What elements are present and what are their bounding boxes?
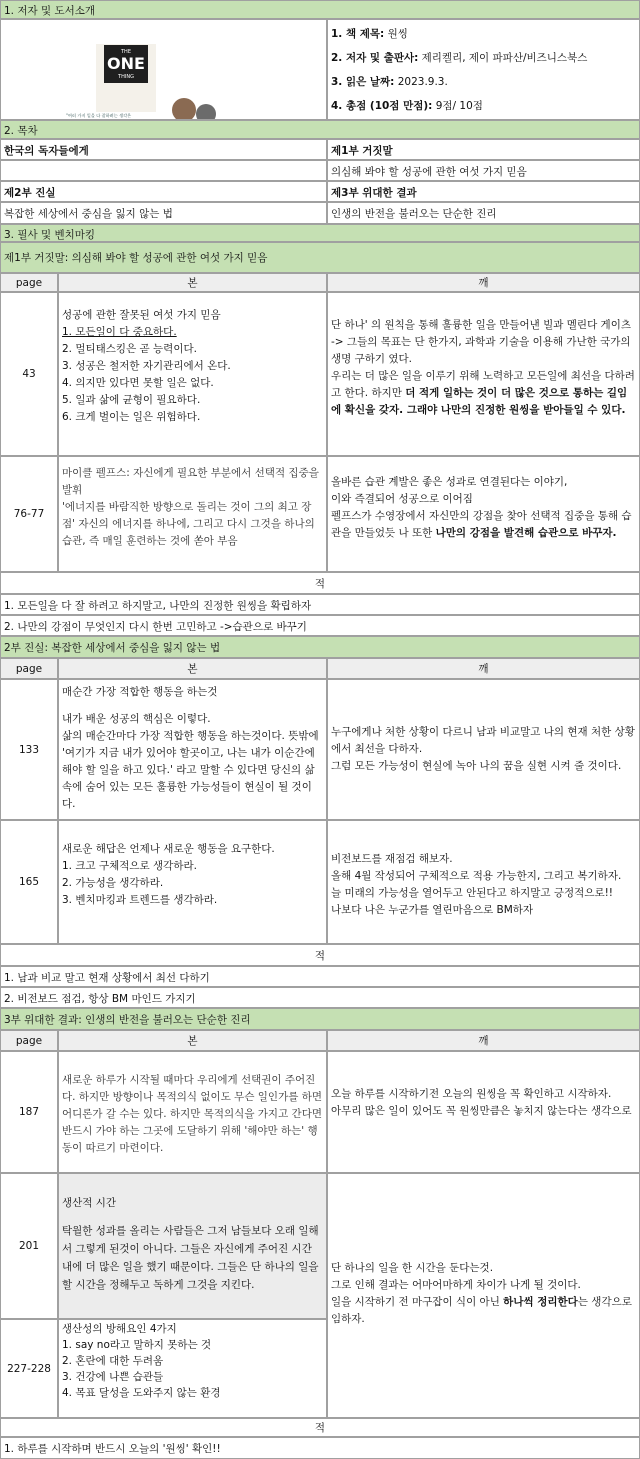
part1-header xyxy=(0,242,640,273)
jeok-header-3: 적 xyxy=(0,1418,640,1437)
book-info-cell xyxy=(327,19,640,120)
author-photo-left xyxy=(172,98,196,119)
note-43-kkae: 단 하나' 의 원칙을 통해 훌륭한 일을 만들어낸 빌과 멜린다 게이츠 -> 그들의 목표는 단 한가지, 과학과 기술을 이용해 가난한 국가의 생명 구하기 였다. 우리는 더 많은 일을 이루기 위해 노력하고 모든일에 최선을 다하려고 한다. 하지만 더 적게 일하는 것이 더 많은 것으로 통하는 길임에 확신을 갖자. 그래야 나만의 진정한 원씽을 받아들일 수 있다. xyxy=(327,292,640,456)
note-76-kkae: 올바른 습관 계발은 좋은 성과로 연결된다는 이야기, 이와 즉결되어 성공으로 이어짐 펠프스가 수영장에서 자신만의 강점을 찾아 선택적 집중을 통해 습관을 만들었듯 나 또한 나만의 강점을 발견해 습관으로 바꾸자. xyxy=(327,456,640,572)
section-2-title: 2. 목차 xyxy=(4,125,38,137)
jeok3-item-1: 1. 하루를 시작하며 반드시 오늘의 '원씽' 확인!! xyxy=(0,1437,640,1459)
cover-word-the: THE xyxy=(121,49,131,55)
cover-word-one: ONE xyxy=(107,54,145,73)
col-header-page: page xyxy=(0,273,58,292)
toc-part3: 제3부 위대한 결과 xyxy=(327,181,640,202)
note-201-kkae: 단 하나의 일을 한 시간을 둔다는것. 그로 인해 결과는 어마어마하게 차이가 나게 될 것이다. 일을 시작하기 전 마구잡이 식이 아닌 하나씩 정리한다는 생각으로 임하자. xyxy=(327,1173,640,1418)
page-43: 43 xyxy=(0,292,58,456)
part2-title: 2부 진실: 복잡한 세상에서 중심을 잃지 않는 법 xyxy=(4,642,221,654)
toc-intro: 한국의 독자들에게 xyxy=(0,139,327,160)
page-133: 133 xyxy=(0,679,58,820)
score-line: 4. 총점 (10점 만점): 9점/ 10점 xyxy=(331,100,483,112)
note-227-bon: 생산성의 방해요인 4가지 1. say no라고 말하지 못하는 것 2. 혼란에 대한 두려움 3. 건강에 나쁜 습관들 4. 목표 달성을 도와주지 않는 환경 xyxy=(58,1319,327,1418)
note-187-bon: 새로운 하루가 시작될 때마다 우리에게 선택권이 주어진다. 하지만 방향이나 목적의식 없이도 무슨 일인가를 하면 어디론가 갈 수는 있다. 하지만 목적의식을 가지고 간다면 반드시 가야 하는 그곳에 도달하기 위해 '해야만 하는' 행동이 따르기 마련이다. xyxy=(58,1051,327,1173)
page-201: 201 xyxy=(0,1173,58,1319)
col-header-kkae: 깨 xyxy=(327,273,640,292)
jeok1-item-2: 2. 나만의 강점이 무엇인지 다시 한번 고민하고 ->습관으로 바꾸기 xyxy=(0,615,640,636)
part1-title: 제1부 거짓말: 의심해 봐야 할 성공에 관한 여섯 가지 믿음 xyxy=(4,252,268,264)
col-header-kkae-3: 깨 xyxy=(327,1030,640,1051)
section-1-title: 1. 저자 및 도서소개 xyxy=(4,5,96,17)
note-165-bon: 새로운 해답은 언제나 새로운 행동을 요구한다. 1. 크고 구체적으로 생각하라. 2. 가능성을 생각하라. 3. 벤치마킹과 트렌드를 생각하라. xyxy=(58,820,327,944)
note-133-bon: 매순간 가장 적합한 행동을 하는것 내가 배운 성공의 핵심은 이렇다. 삶의 매순간마다 가장 적합한 행동을 하는것이다. 뜻밖에 '여기가 지금 내가 있어야 할곳이고, 나는 내가 이순간에 해야 할 일을 하고 있다.' 라고 말할 수 있다면 당신의 삶속에 숨어 있는 모든 훌륭한 가능성들이 현실이 될 것이다. xyxy=(58,679,327,820)
jeok-header-1: 적 xyxy=(0,572,640,594)
page-227-228: 227-228 xyxy=(0,1319,58,1418)
cover-word-thing: THING xyxy=(118,74,134,80)
section-3-title: 3. 필사 및 벤치마킹 xyxy=(4,229,96,241)
toc-part1-subtitle: 의심해 봐야 할 성공에 관한 여섯 가지 믿음 xyxy=(327,160,640,181)
col-header-bon: 본 xyxy=(58,273,327,292)
col-header-kkae-2: 깨 xyxy=(327,658,640,679)
toc-part1: 제1부 거짓말 xyxy=(327,139,640,160)
jeok1-item-1: 1. 모든일을 다 잘 하려고 하지말고, 나만의 진정한 원씽을 확립하자 xyxy=(0,594,640,615)
toc-part2: 제2부 진실 xyxy=(0,181,327,202)
book-author-line: 2. 저자 및 출판사: 제리켈리, 제이 파파산/비즈니스북스 xyxy=(331,52,588,64)
col-header-page-2: page xyxy=(0,658,58,679)
book-title-line: 1. 책 제목: 원씽 xyxy=(331,28,408,40)
jeok-header-2: 적 xyxy=(0,944,640,966)
toc-empty-cell xyxy=(0,160,327,181)
cover-quote: "여러 가지 일을 다 잘하려는 생각은 xyxy=(66,113,132,118)
book-cover-image xyxy=(1,20,326,119)
page-165: 165 xyxy=(0,820,58,944)
col-header-bon-3: 본 xyxy=(58,1030,327,1051)
jeok2-item-1: 1. 남과 비교 말고 현재 상황에서 최선 다하기 xyxy=(0,966,640,987)
page-76-77: 76-77 xyxy=(0,456,58,572)
read-date-line: 3. 읽은 날짜: 2023.9.3. xyxy=(331,76,448,88)
part3-header xyxy=(0,1008,640,1030)
note-76-bon: 마이클 펠프스: 자신에게 필요한 부분에서 선택적 집중을 발휘 '에너지를 바람직한 방향으로 돌리는 것이 그의 최고 장점' 자신의 에너지를 하나에, 그리고 다시 그것을 하나의 습관, 즉 매일 훈련하는 것에 쏟아 부음 xyxy=(58,456,327,572)
author-photo-right xyxy=(196,104,216,119)
part2-header xyxy=(0,636,640,658)
book-cover-cell xyxy=(0,19,327,120)
section-1-header xyxy=(0,0,640,19)
page-187: 187 xyxy=(0,1051,58,1173)
note-43-bon: 성공에 관한 잘못된 여섯 가지 믿음 1. 모든일이 다 중요하다. 2. 멀티태스킹은 곧 능력이다. 3. 성공은 철저한 자기관리에서 온다. 4. 의지만 있다면 못할 일은 없다. 5. 일과 삶에 균형이 필요하다. 6. 크게 벌이는 일은 위험하다. xyxy=(58,292,327,456)
toc-part3-subtitle: 인생의 반전을 불러오는 단순한 진리 xyxy=(327,202,640,224)
section-2-header xyxy=(0,120,640,139)
note-165-kkae: 비전보드를 재점검 해보자. 올해 4월 작성되어 구체적으로 적용 가능한지, 그리고 복기하자. 늘 미래의 가능성을 열어두고 안된다고 하지말고 긍정적으로!! 나보다 나은 누군가를 열린마음으로 BM하자 xyxy=(327,820,640,944)
note-133-kkae: 누구에게나 처한 상황이 다르니 남과 비교말고 나의 현재 처한 상황에서 최선을 다하자. 그럼 모든 가능성이 현실에 녹아 나의 꿈을 실현 시켜 줄 것이다. xyxy=(327,679,640,820)
col-header-page-3: page xyxy=(0,1030,58,1051)
part3-title: 3부 위대한 결과: 인생의 반전을 불러오는 단순한 진리 xyxy=(4,1014,251,1026)
note-187-kkae: 오늘 하루를 시작하기전 오늘의 원씽을 꼭 확인하고 시작하자. 아무리 많은 일이 있어도 꼭 원씽만큼은 놓치지 않는다는 생각으로 xyxy=(327,1051,640,1173)
section-3-header xyxy=(0,224,640,242)
toc-part2-subtitle: 복잡한 세상에서 중심을 잃지 않는 법 xyxy=(0,202,327,224)
note-201-bon: 생산적 시간 탁월한 성과를 올리는 사람들은 그저 남들보다 오래 일해서 그렇게 된것이 아니다. 그들은 자신에게 주어진 시간 내에 더 많은 일을 했기 때문이다. 그들은 단 하나의 일을 할 시간을 정해두고 독하게 그것을 지킨다. xyxy=(58,1173,327,1319)
col-header-bon-2: 본 xyxy=(58,658,327,679)
jeok2-item-2: 2. 비전보드 점검, 항상 BM 마인드 가지기 xyxy=(0,987,640,1008)
